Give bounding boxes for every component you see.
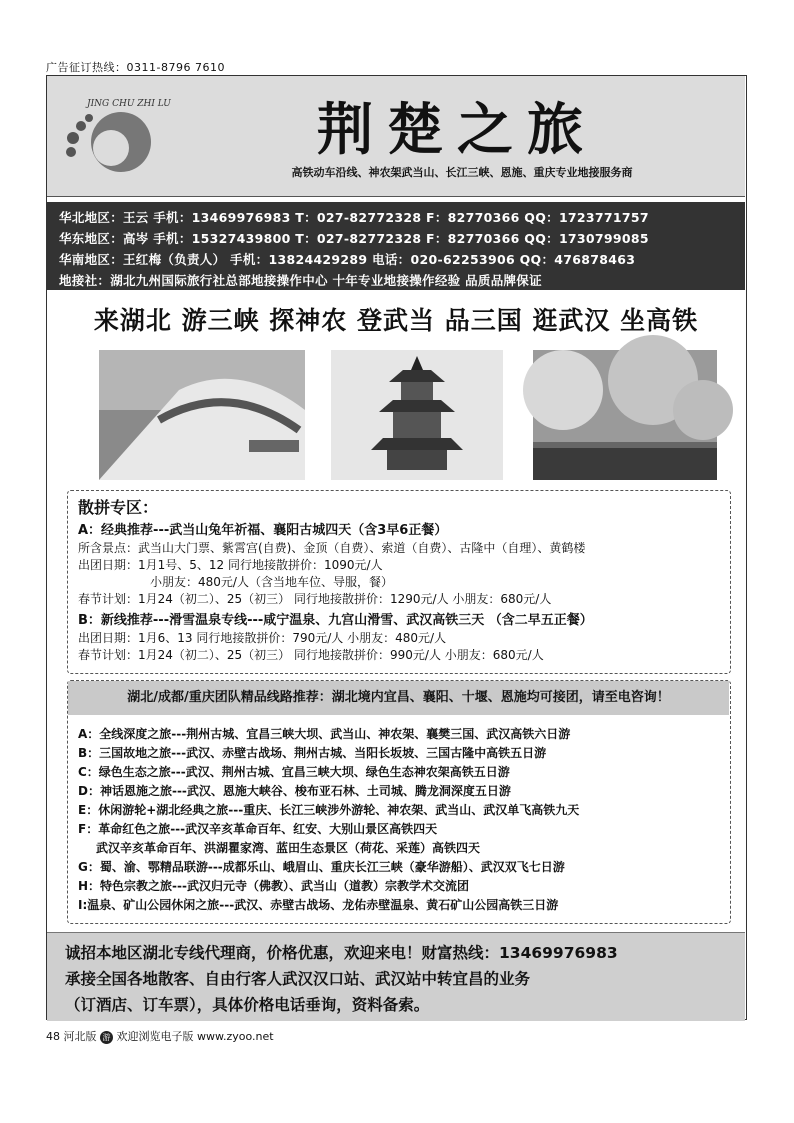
contact-block (47, 202, 745, 290)
site-text: 欢迎浏览电子版 www.zyoo.net (116, 1030, 274, 1043)
route-a: A：全线深度之旅---荆州古城、宜昌三峡大坝、武当山、神农架、襄樊三国、武汉高铁六日游 (78, 727, 571, 741)
advertisement-frame (46, 75, 747, 1020)
contact-agency: 地接社：湖北九州国际旅行社总部地接操作中心 十年专业地接操作经验 品质品牌保证 (59, 273, 542, 288)
footer-block (47, 932, 745, 1021)
footer-line-2: 承接全国各地散客、自由行客人武汉汉口站、武汉站中转宜昌的业务 (65, 970, 531, 988)
footprint-logo-icon (59, 90, 171, 180)
contact-north: 华北地区：王云 手机：13469976983 T：027-82772328 F：82770366 QQ：1723771757 (59, 210, 649, 225)
route-c: C：绿色生态之旅---武汉、荆州古城、宜昌三峡大坝、绿色生态神农架高铁五日游 (78, 765, 510, 779)
tour-b-festival: 春节计划：1月24（初二）、25（初三） 同行地接散拼价：990元/人 小朋友：680元/人 (78, 648, 544, 662)
page-number: 48 河北版 (46, 1030, 97, 1043)
route-f: F：革命红色之旅---武汉辛亥革命百年、红安、大别山景区高铁四天 (78, 822, 438, 836)
tour-a-sights: 所含景点：武当山大门票、紫霄宫(自费)、金顶（自费）、索道（自费）、古隆中（自理）、黄鹤楼 (78, 541, 586, 555)
site-badge-icon: 游 (100, 1031, 113, 1044)
tour-b-title: B：新线推荐---滑雪温泉专线---咸宁温泉、九宫山滑雪、武汉高铁三天 （含二早五正餐） (78, 613, 593, 628)
tour-a-dates: 出团日期：1月1号、5、12 同行地接散拼价：1090元/人 (78, 558, 383, 572)
contact-south: 华南地区：王红梅（负责人） 手机：13824429289 电话：020-62253906 QQ：476878463 (59, 252, 636, 267)
tour-b-dates: 出团日期：1月6、13 同行地接散拼价：790元/人 小朋友：480元/人 (78, 631, 447, 645)
train-photo (99, 350, 305, 480)
route-d: D：神话恩施之旅---武汉、恩施大峡谷、梭布亚石林、土司城、腾龙洞深度五日游 (78, 784, 511, 798)
group-tour-section (67, 490, 731, 674)
logo-text: JING CHU ZHI LU (87, 99, 171, 109)
route-f-extra: 武汉辛亥革命百年、洪湖瞿家湾、蓝田生态景区（荷花、采莲）高铁四天 (96, 841, 481, 855)
route-h: H：特色宗教之旅---武汉归元寺（佛教）、武当山（道教）宗教学术交流团 (78, 879, 469, 893)
route-g: G：蜀、渝、鄂精品联游---成都乐山、峨眉山、重庆长江三峡（豪华游船）、武汉双飞七日游 (78, 860, 565, 874)
route-e: E：休闲游轮+湖北经典之旅---重庆、长江三峡涉外游轮、神农架、武当山、武汉单飞高铁九天 (78, 803, 580, 817)
header-subtitle: 高铁动车沿线、神农架武当山、长江三峡、恩施、重庆专业地接服务商 (291, 166, 633, 179)
footer-line-1: 诚招本地区湖北专线代理商，价格优惠，欢迎来电！财富热线：13469976983 (65, 944, 618, 962)
slogan: 来湖北 游三峡 探神农 登武当 品三国 逛武汉 坐高铁 (93, 306, 699, 335)
cherry-blossom-photo (533, 350, 717, 480)
route-b: B：三国故地之旅---武汉、赤壁古战场、荆州古城、当阳长坂坡、三国古隆中高铁五日游 (78, 746, 547, 760)
tower-photo (331, 350, 503, 480)
tour-a-child-price: 小朋友：480元/人（含当地车位、导服，餐） (150, 575, 393, 589)
ad-hotline: 广告征订热线：0311-8796 7610 (46, 61, 225, 74)
route-banner: 湖北/成都/重庆团队精品线路推荐：湖北境内宜昌、襄阳、十堰、恩施均可接团，请至电咨询！ (68, 681, 729, 715)
group-tour-heading: 散拼专区： (78, 498, 159, 517)
contact-east: 华东地区：高岑 手机：15327439800 T：027-82772328 F：82770366 QQ：1730799085 (59, 231, 649, 246)
header (47, 76, 745, 197)
tour-a-festival: 春节计划：1月24（初二）、25（初三） 同行地接散拼价：1290元/人 小朋友：680元/人 (78, 592, 552, 606)
route-section (67, 680, 731, 924)
tour-a-title: A：经典推荐---武当山兔年祈福、襄阳古城四天（含3早6正餐） (78, 523, 448, 538)
route-i: I:温泉、矿山公园休闲之旅---武汉、赤壁古战场、龙佑赤壁温泉、黄石矿山公园高铁三日游 (78, 898, 559, 912)
footer-line-3: （订酒店、订车票），具体价格电话垂询，资料备索。 (65, 996, 430, 1014)
page-title: 荆楚之旅 (317, 97, 597, 163)
page-footer (46, 1028, 274, 1044)
